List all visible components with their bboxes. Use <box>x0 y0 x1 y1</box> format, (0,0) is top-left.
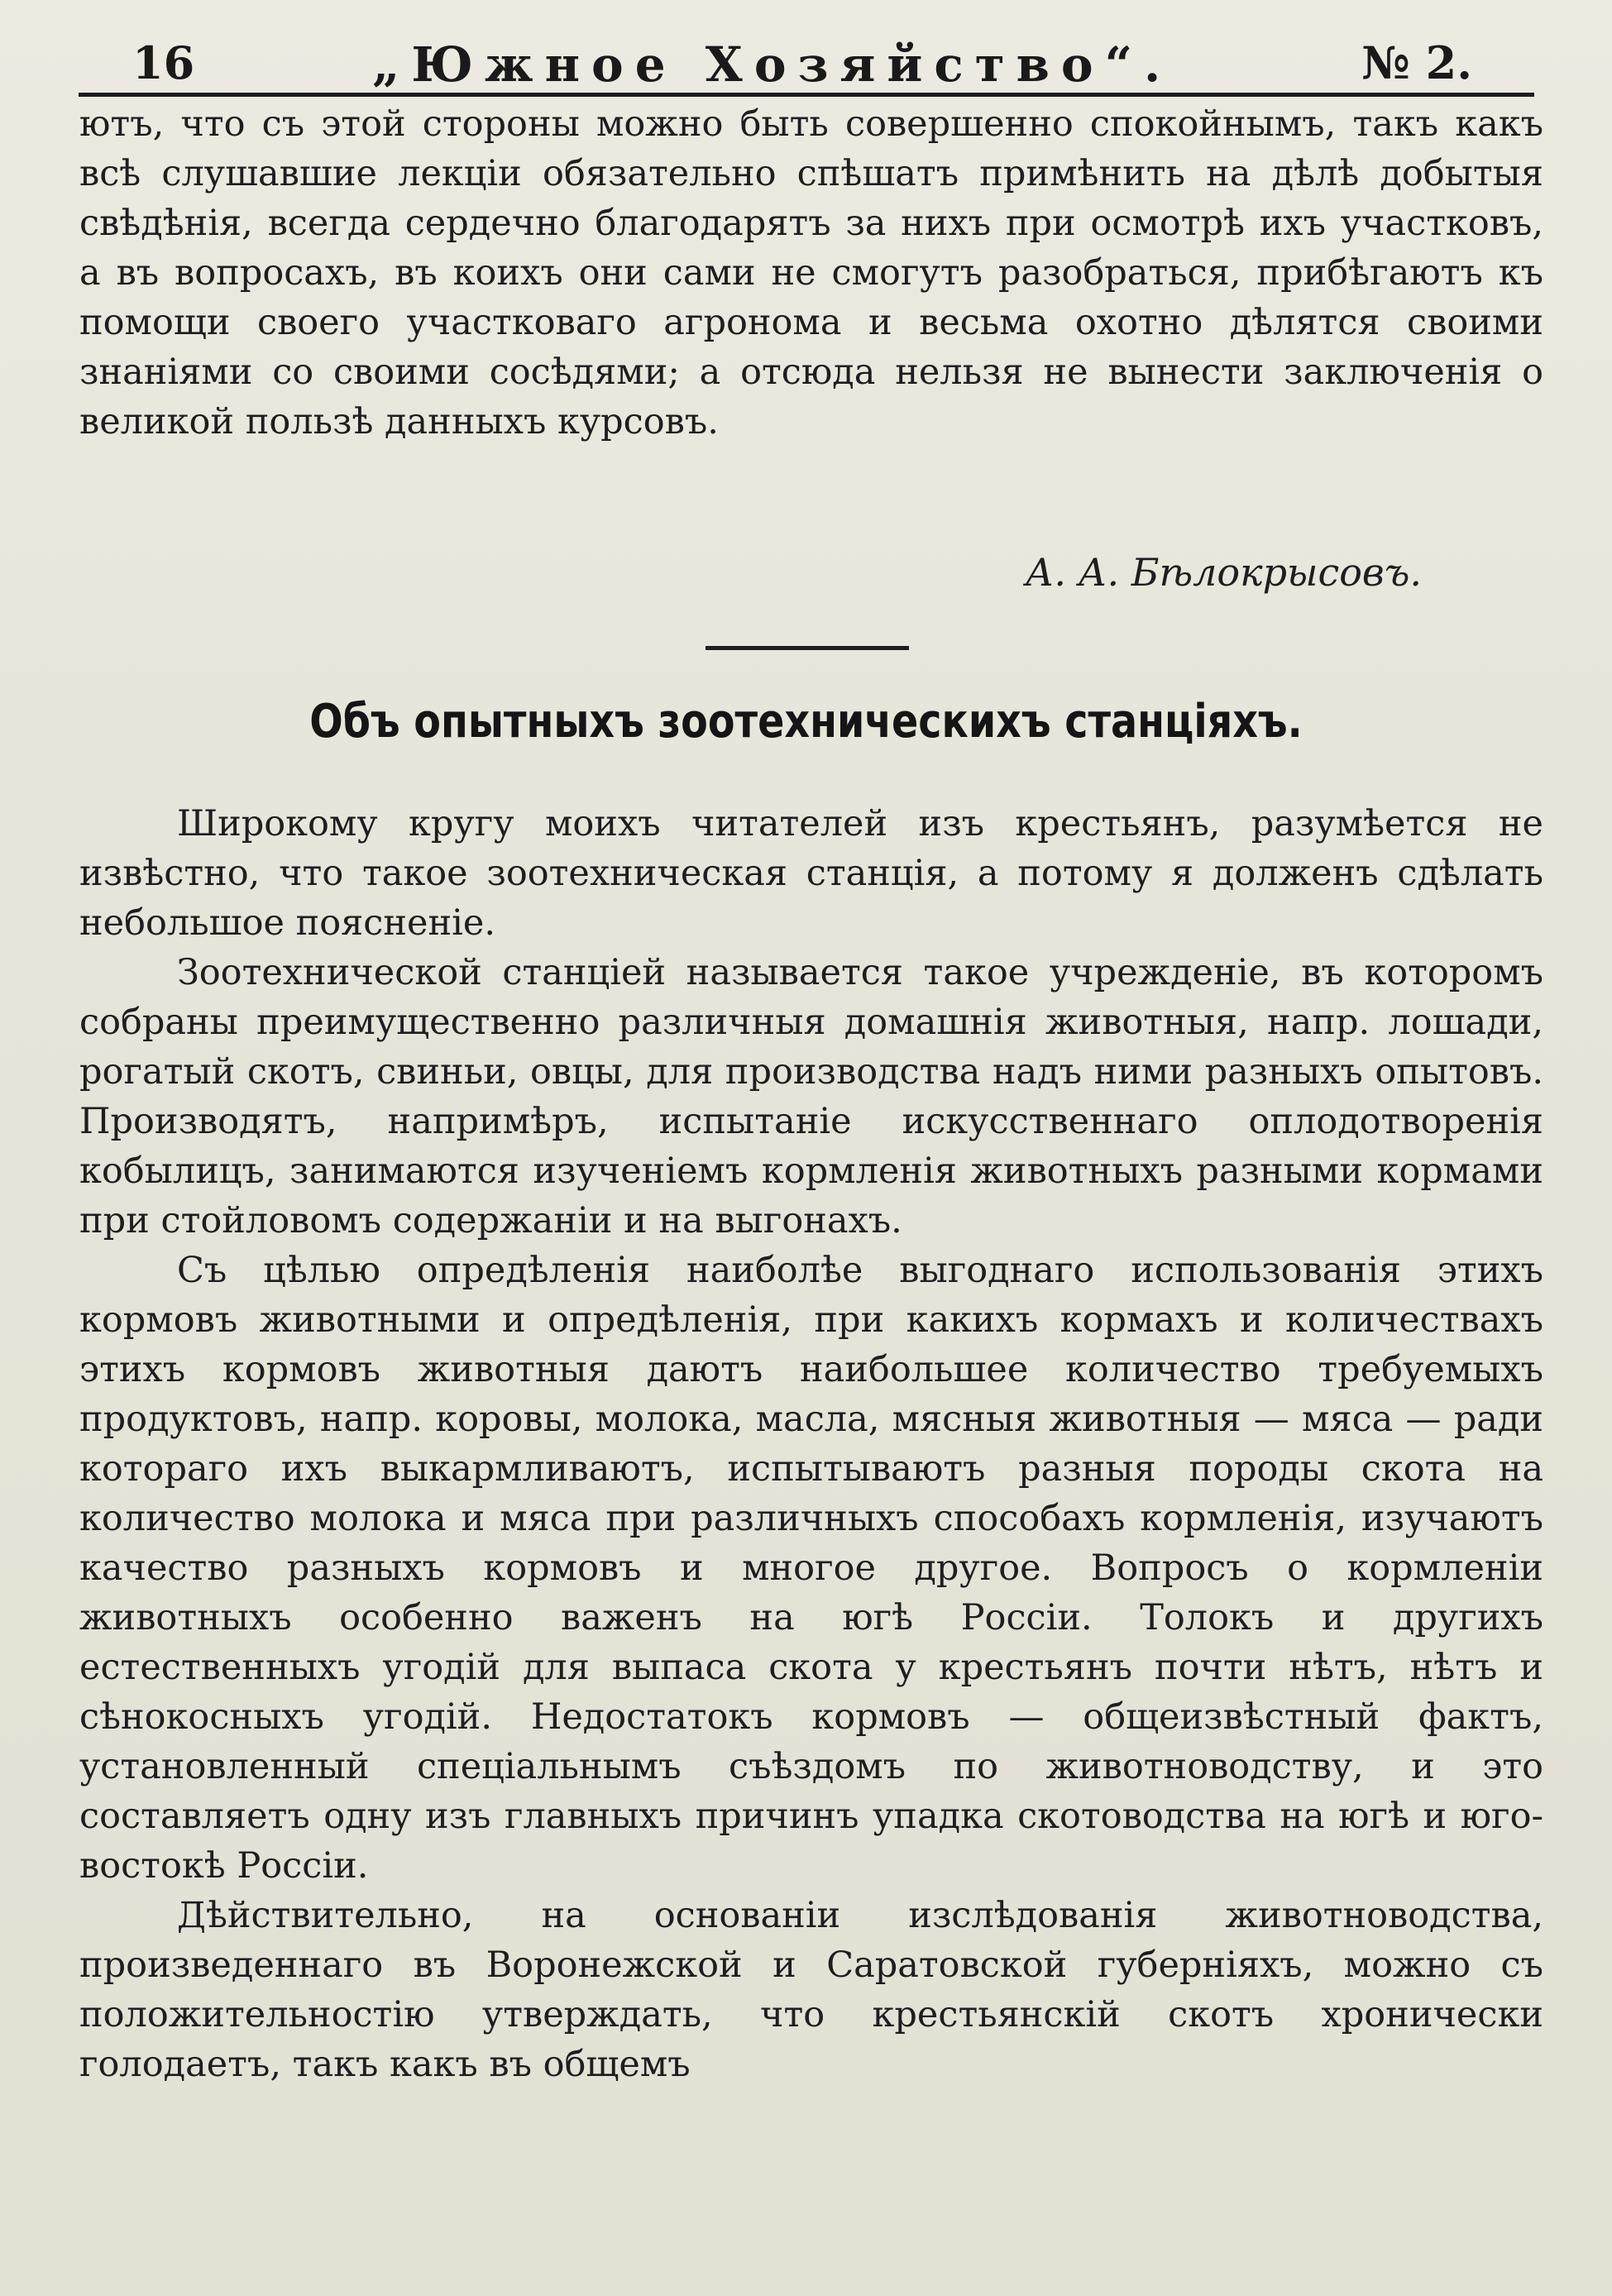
journal-title: „Южное Хозяйство“. <box>372 36 1173 93</box>
article-paragraph: Дѣйствительно, на основаніи изслѣдованія животноводства, произведеннаго въ Воронежской и Саратовской губерніяхъ, можно съ положительностію утверждать, что крестьянскій скотъ хронически голодаетъ, такъ какъ въ общемъ <box>79 1895 1543 2085</box>
section-divider <box>706 646 909 650</box>
article-heading: Объ опытныхъ зоотехническихъ станціяхъ. <box>309 695 1303 749</box>
author-signature: А. А. Бѣлокрысовъ. <box>1025 550 1422 595</box>
issue-number: № 2. <box>1361 36 1472 89</box>
running-header <box>74 30 1547 96</box>
page-number: 16 <box>132 36 195 89</box>
intro-text-block <box>79 99 1543 447</box>
header-rule <box>79 93 1534 97</box>
article-paragraph: Зоотехнической станціей называется такое учрежденіе, въ которомъ собраны преимущественно различныя домашнія животныя, напр. лошади, рогатый скотъ, свиньи, овцы, для производства надъ ними разныхъ опытовъ. Производятъ, напримѣръ, испытаніе искусственнаго оплодотворенія кобылицъ, занимаются изученіемъ кормленія животныхъ разными кормами при стойловомъ содержаніи и на выгонахъ. <box>79 952 1543 1241</box>
intro-paragraph: ютъ, что съ этой стороны можно быть совершенно спокойнымъ, такъ какъ всѣ слушавшие лекціи обязательно спѣшатъ примѣнить на дѣлѣ добытыя свѣдѣнія, всегда сердечно благодарятъ за нихъ при осмотрѣ ихъ участковъ, а въ вопросахъ, въ коихъ они сами не смогутъ разобраться, прибѣгаютъ къ помощи своего участковаго агронома и весьма охотно дѣлятся своими знаніями со своими сосѣдями; а отсюда нельзя не вынести заключенія о великой пользѣ данныхъ курсовъ. <box>79 103 1543 442</box>
article-paragraph: Съ цѣлью опредѣленія наиболѣе выгоднаго использованія этихъ кормовъ животными и опредѣленія, при какихъ кормахъ и количествахъ этихъ кормовъ животныя даютъ наибольшее количество требуемыхъ продуктовъ, напр. коровы, молока, масла, мясныя животныя — мяса — ради котораго ихъ выкармливаютъ, испытываютъ разныя породы скота на количество молока и мяса при различныхъ способахъ кормленія, изучаютъ качество разныхъ кормовъ и многое другое. Вопросъ о кормленіи животныхъ особенно важенъ на югѣ Россіи. Толокъ и другихъ естественныхъ угодій для выпаса скота у крестьянъ почти нѣтъ, нѣтъ и сѣнокосныхъ угодій. Недостатокъ кормовъ — общеизвѣстный фактъ, установленный спеціальнымъ съѣздомъ по животноводству, и это составляетъ одну изъ главныхъ причинъ упадка скотоводства на югѣ и юго-востокѣ Россіи. <box>79 1250 1543 1887</box>
article-paragraph: Широкому кругу моихъ читателей изъ крестьянъ, разумѣется не извѣстно, что такое зоотехническая станція, а потому я долженъ сдѣлать небольшое поясненіе. <box>79 803 1543 944</box>
article-body <box>79 799 1543 2089</box>
